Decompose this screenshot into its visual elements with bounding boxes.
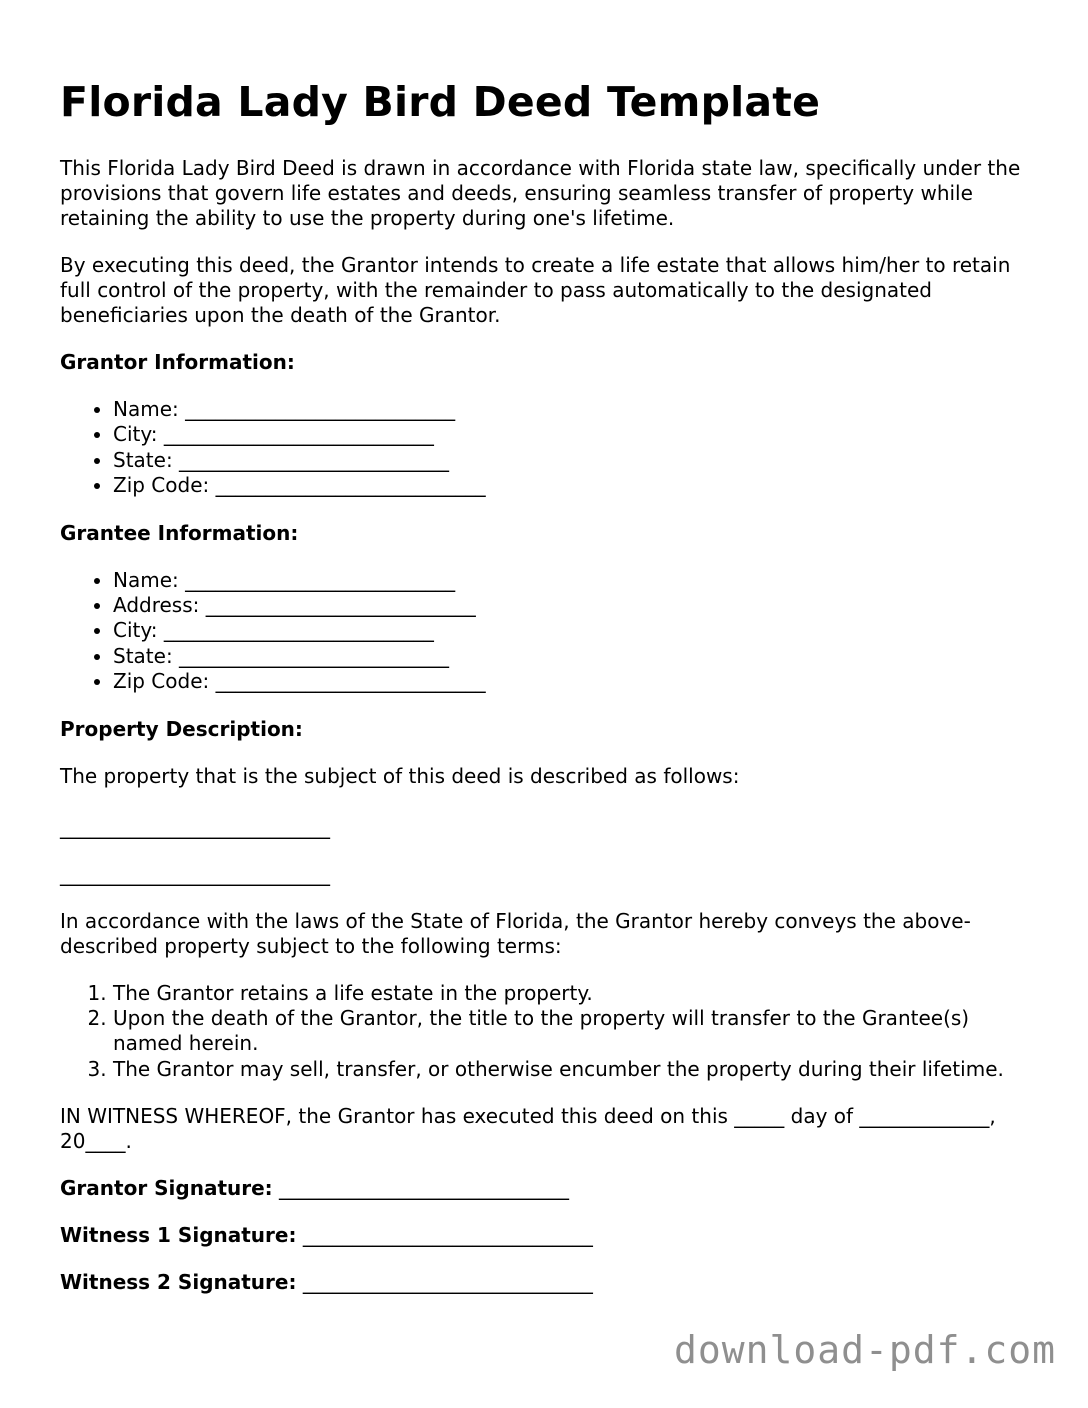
grantee-address-field: • Address: ___________________________: [113, 593, 1035, 618]
grantee-zip-field: • Zip Code: ___________________________: [113, 669, 1035, 694]
document-page: [60, 76, 1035, 1317]
term-item-1: 1. The Grantor retains a life estate in the property.: [113, 981, 1035, 1006]
grantee-state-field: • State: ___________________________: [113, 644, 1035, 669]
grantee-name-field: • Name: ___________________________: [113, 568, 1035, 593]
witness-clause: IN WITNESS WHEREOF, the Grantor has executed this deed on this _____ day of _____________, 20____.: [60, 1104, 996, 1154]
term-item-3: 3. The Grantor may sell, transfer, or otherwise encumber the property during their lifetime.: [113, 1057, 1035, 1082]
terms-list: [60, 981, 1035, 1083]
intro-paragraph-2: By executing this deed, the Grantor intends to create a life estate that allows him/her to retain full control of the property, with the remainder to pass automatically to the designated beneficiaries upon the death of the Grantor.: [60, 253, 1011, 327]
document-title: Florida Lady Bird Deed Template: [60, 78, 821, 126]
grantee-field-list: [60, 568, 1035, 695]
property-blank-line-2: ___________________________: [60, 861, 330, 886]
conveyance-text: In accordance with the laws of the State of Florida, the Grantor hereby conveys the above-described property subject to the following terms:: [60, 908, 971, 958]
intro-paragraph-1: This Florida Lady Bird Deed is drawn in accordance with Florida state law, specifically under the provisions that govern life estates and deeds, ensuring seamless transfer of property while retaining the ability to use the property during one's lifetime.: [60, 156, 1021, 230]
witness1-signature-line: [60, 1223, 1035, 1248]
grantee-heading: Grantee Information:: [60, 520, 299, 545]
witness1-signature-label: Witness 1 Signature:: [60, 1223, 297, 1248]
term-item-2: 2. Upon the death of the Grantor, the title to the property will transfer to the Grantee(s) named herein.: [113, 1006, 1035, 1057]
grantee-city-field: • City: ___________________________: [113, 618, 1035, 643]
property-text: The property that is the subject of this deed is described as follows:: [60, 763, 740, 788]
property-blank-line-1: ___________________________: [60, 814, 330, 839]
witness2-signature-line: [60, 1270, 1035, 1295]
watermark: download-pdf.com: [673, 1328, 1056, 1372]
grantor-zip-field: • Zip Code: ___________________________: [113, 473, 1035, 498]
grantor-field-list: [60, 397, 1035, 499]
grantor-heading: Grantor Information:: [60, 350, 295, 374]
grantor-state-field: • State: ___________________________: [113, 448, 1035, 473]
witness1-signature-blank: _____________________________: [302, 1223, 593, 1248]
grantor-name-field: • Name: ___________________________: [113, 397, 1035, 422]
property-heading: Property Description:: [60, 716, 303, 741]
witness2-signature-label: Witness 2 Signature:: [60, 1270, 297, 1295]
grantor-signature-line: [60, 1176, 1035, 1201]
grantor-city-field: • City: ___________________________: [113, 422, 1035, 447]
grantor-signature-blank: _____________________________: [279, 1176, 570, 1201]
witness2-signature-blank: _____________________________: [302, 1270, 593, 1295]
grantor-signature-label: Grantor Signature:: [60, 1176, 273, 1201]
